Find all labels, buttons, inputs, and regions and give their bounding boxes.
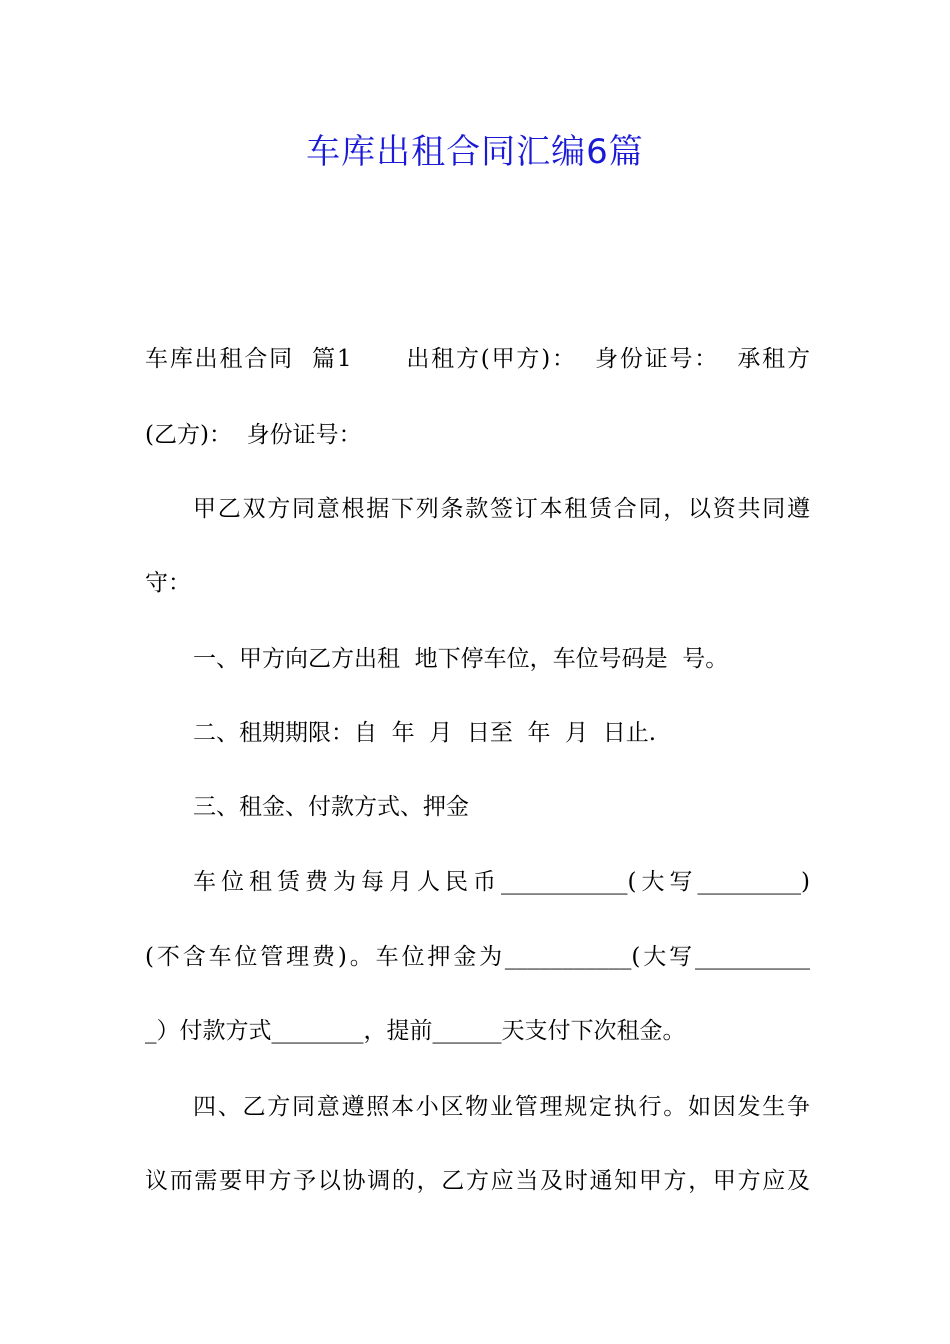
- paragraph-line-2: (乙方)： 身份证号：: [145, 422, 362, 448]
- clause-4-line-2: 议而需要甲方予以协调的，乙方应当及时通知甲方，甲方应及: [145, 1168, 810, 1194]
- clause-2-line: 二、租期期限：自 年 月 日至 年 月 日止.: [193, 720, 657, 746]
- paragraph-line-1: 车库出租合同 篇1 出租方(甲方)： 身份证号： 承租方: [145, 346, 810, 372]
- clause-3-line-2: (不含车位管理费)。车位押金为___________(大写__________: [145, 944, 810, 970]
- paragraph-line-4: 守：: [145, 570, 191, 596]
- document-title: 车库出租合同汇编6篇: [306, 132, 644, 172]
- clause-3-heading: 三、租金、付款方式、押金: [193, 794, 469, 820]
- clause-1-line: 一、甲方向乙方出租 地下停车位，车位号码是 号。: [193, 646, 729, 672]
- clause-3-line-3: _）付款方式________，提前______天支付下次租金。: [145, 1018, 686, 1044]
- clause-3-line-1: 车位租赁费为每月人民币___________(大写_________): [193, 869, 810, 895]
- paragraph-line-3: 甲乙双方同意根据下列条款签订本租赁合同，以资共同遵: [193, 496, 810, 522]
- clause-4-line-1: 四、乙方同意遵照本小区物业管理规定执行。如因发生争: [193, 1094, 810, 1120]
